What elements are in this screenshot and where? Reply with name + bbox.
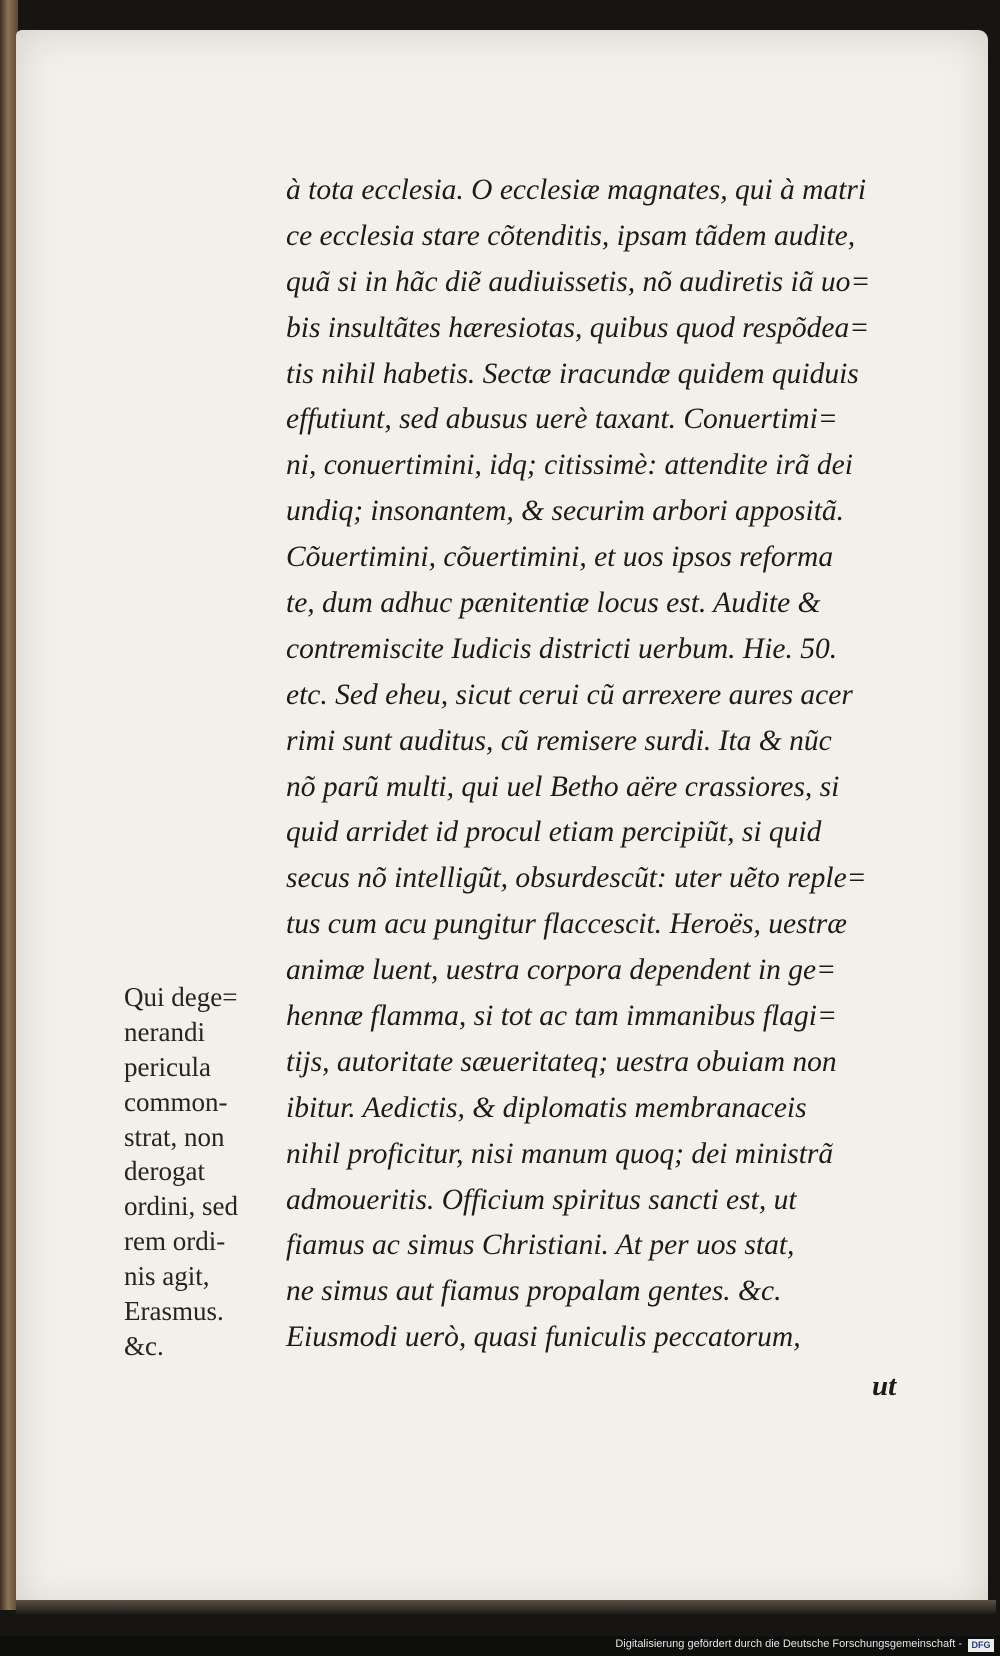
page-bottom-edge: [16, 1600, 996, 1614]
text-line: Eiusmodi uerò, quasi funiculis peccatorum,: [286, 1321, 801, 1354]
marginal-note-line: &c.: [124, 1330, 164, 1361]
text-line: nõ parũ multi, qui uel Betho aëre crassiores, si: [286, 770, 840, 803]
marginal-note-line: nis agit,: [124, 1261, 210, 1292]
text-line: secus nõ intelligũt, obsurdescũt: uter uẽto reple=: [286, 862, 867, 895]
marginal-note-line: Erasmus.: [124, 1296, 224, 1327]
footer-bar: [0, 1636, 1000, 1656]
text-line: etc. Sed eheu, sicut cerui cũ arrexere aures acer: [286, 678, 853, 711]
marginal-note-line: ordini, sed: [124, 1191, 238, 1222]
footer-credit-text: Digitalisierung gefördert durch die Deutsche Forschungsgemeinschaft -: [615, 1638, 962, 1650]
text-line: te, dum adhuc pænitentiæ locus est. Audite &: [286, 587, 821, 620]
text-line: Cõuertimini, cõuertimini, et uos ipsos reforma: [286, 541, 834, 574]
main-text-block: [286, 168, 936, 1361]
text-line: effutiunt, sed abusus uerè taxant. Conuertimi=: [286, 403, 838, 436]
text-line: tis nihil habetis. Sectæ iracundæ quidem quiduis: [286, 357, 859, 390]
text-line: quid arridet id procul etiam percipiũt, si quid: [286, 816, 822, 849]
marginal-note-line: Qui dege=: [124, 982, 238, 1012]
text-line: à tota ecclesia. O ecclesiæ magnates, qui à matri: [286, 174, 867, 206]
marginal-note-line: derogat: [124, 1156, 205, 1187]
marginal-note-line: rem ordi-: [124, 1226, 226, 1257]
catchword: ut: [872, 1370, 897, 1402]
text-line: rimi sunt auditus, cũ remisere surdi. Ita & nũc: [286, 724, 832, 757]
dfg-logo-icon: DFG: [968, 1639, 994, 1652]
text-line: tijs, autoritate sæueritateq; uestra obuiam non: [286, 1045, 837, 1078]
text-line: animæ luent, uestra corpora dependent in ge=: [286, 954, 837, 987]
marginal-note-line: common-: [124, 1086, 228, 1117]
text-line: hennæ flamma, si tot ac tam immanibus flagi=: [286, 1000, 837, 1033]
marginal-note-line: pericula: [124, 1051, 211, 1082]
marginal-note: [124, 980, 274, 1364]
text-line: admoueritis. Officium spiritus sancti est, ut: [286, 1183, 797, 1216]
text-line: contremiscite Iudicis districti uerbum. Hie. 50.: [286, 632, 838, 665]
text-line: ne simus aut fiamus propalam gentes. &c.: [286, 1275, 782, 1308]
text-line: bis insultãtes hæresiotas, quibus quod respõdea=: [286, 311, 870, 344]
marginal-note-line: strat, non: [124, 1121, 225, 1152]
text-line: ni, conuertimini, idq; citissimè: attendite irã dei: [286, 449, 853, 482]
text-line: ce ecclesia stare cõtenditis, ipsam tãdem audite,: [286, 219, 856, 252]
text-line: ibitur. Aedictis, & diplomatis membranaceis: [286, 1091, 807, 1124]
marginal-note-line: nerandi: [124, 1016, 205, 1047]
text-line: nihil proficitur, nisi manum quoq; dei ministrã: [286, 1137, 834, 1170]
text-line: quã si in hãc diẽ audiuissetis, nõ audiretis iã uo=: [286, 265, 871, 298]
text-line: fiamus ac simus Christiani. At per uos stat,: [286, 1229, 795, 1262]
text-line: tus cum acu pungitur flaccescit. Heroës, uestræ: [286, 908, 847, 941]
text-line: undiq; insonantem, & securim arbori appositã.: [286, 495, 845, 528]
